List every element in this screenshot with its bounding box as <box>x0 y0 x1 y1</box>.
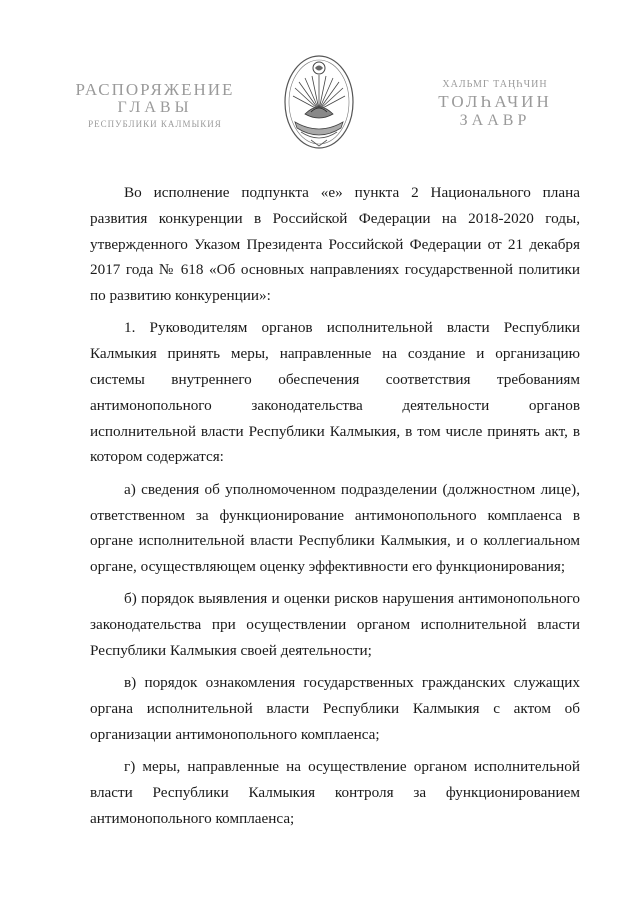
document-body <box>90 180 580 838</box>
header-right-subtitle: ТОЛҺАЧИН <box>438 92 552 111</box>
header-left-title: РАСПОРЯЖЕНИЕ <box>75 80 235 99</box>
paragraph-subitem-v: в) порядок ознакомления государственных гражданских служащих органа исполнительной власти Республики Калмыкия с актом об организации антимонопольного комплаенса; <box>90 674 580 743</box>
paragraph-item-1: 1. Руководителям органов исполнительной власти Республики Калмыкия принять меры, направленные на создание и организацию системы внутреннего обеспечения соответствия требованиям антимонопольного законодательства деятельности органов исполнительной власти Республики Калмыкия, в том числе принять акт, в котором содержатся: <box>90 319 580 466</box>
header-left-region: РЕСПУБЛИКИ КАЛМЫКИЯ <box>88 119 222 129</box>
header-right-block <box>420 78 570 130</box>
header-left-block <box>60 80 250 131</box>
paragraph-subitem-b: б) порядок выявления и оценки рисков нарушения антимонопольного законодательства при осуществлении органом исполнительной власти Республики Калмыкия своей деятельности; <box>90 590 580 660</box>
header-right-title: ЗААВР <box>459 112 531 129</box>
paragraph-preamble: Во исполнение подпункта «е» пункта 2 Национального плана развития конкуренции в Российской Федерации на 2018-2020 годы, утвержденного Указом Президента Российской Федерации от 21 декабря 2017 года № 618 «Об основных направлениях государственной политики по развитию конкуренции»: <box>90 184 580 305</box>
paragraph-subitem-a: а) сведения об уполномоченном подразделении (должностном лице), ответственном за функционирование антимонопольного комплаенса в органе исполнительной власти Республики Калмыкия, и о коллегиальном органе, осуществляющем оценку эффективности его функционирования; <box>90 480 580 576</box>
paragraph-subitem-g: г) меры, направленные на осуществление органом исполнительной власти Республики Калмыкия контроля за функционированием антимонопольного комплаенса; <box>90 758 580 827</box>
kalmykia-emblem-icon <box>281 52 357 152</box>
header-right-region: ХАЛЬМГ ТАҢҺЧИН <box>442 79 548 90</box>
header-left-subtitle: ГЛАВЫ <box>117 99 193 116</box>
